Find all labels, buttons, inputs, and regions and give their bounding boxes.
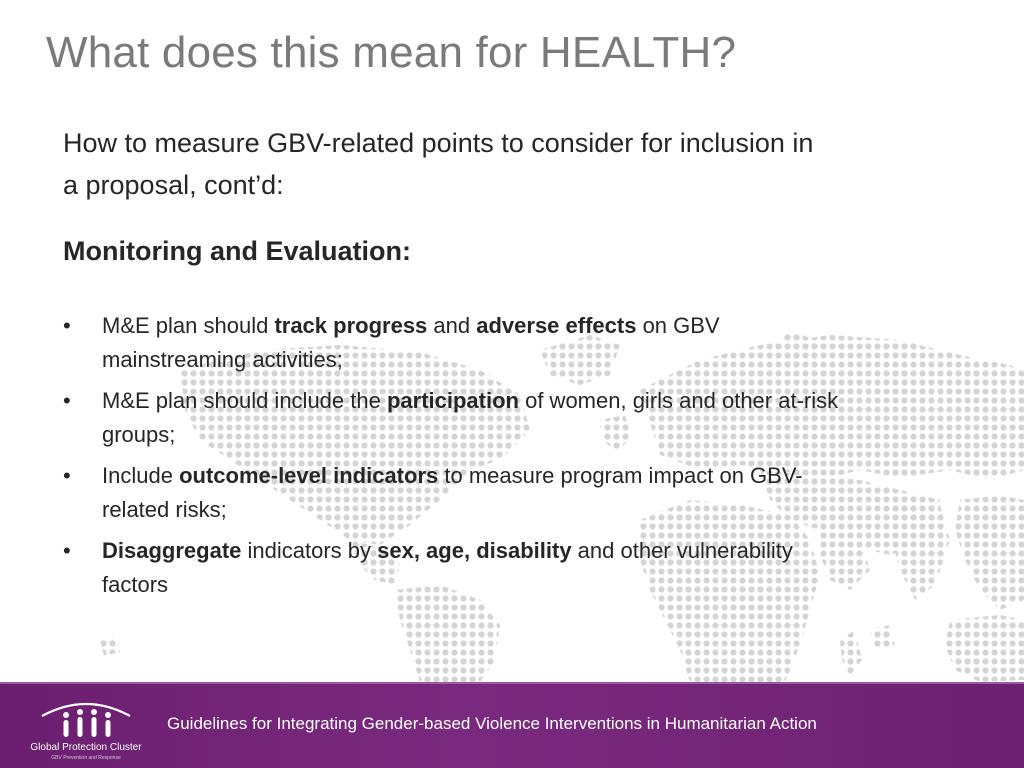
bullet-marker: •: [63, 313, 71, 338]
bullet-marker: •: [63, 463, 71, 488]
bullet-text: of women, girls and other at-risk groups;: [102, 388, 839, 447]
footer-bar: [0, 682, 1024, 768]
people-figures-logo-icon: [28, 694, 144, 742]
slide-subtitle: How to measure GBV-related points to consider for inclusion in a proposal, cont’d:: [63, 128, 814, 200]
section-heading: Monitoring and Evaluation:: [63, 236, 411, 266]
logo-name: Global Protection Cluster: [30, 742, 142, 753]
bullet-emphasis: outcome-level indicators: [179, 463, 439, 488]
bullet-item: [63, 309, 863, 377]
bullet-item: [63, 384, 863, 452]
bullet-text: Include: [102, 463, 180, 488]
bullet-text: indicators by: [241, 538, 378, 563]
bullet-text: and: [427, 313, 477, 338]
bullet-marker: •: [63, 388, 71, 413]
bullet-text: on GBV mainstreaming activities;: [102, 313, 720, 372]
bullet-emphasis: adverse effects: [476, 313, 637, 338]
footer-divider: [0, 682, 1024, 684]
bullet-emphasis: sex, age, disability: [377, 538, 572, 563]
bullet-text: M&E plan should: [102, 313, 275, 338]
bullet-list: [63, 309, 863, 609]
bullet-emphasis: participation: [386, 388, 519, 413]
bullet-text: and other vulnerability factors: [102, 538, 793, 597]
global-protection-cluster-logo: [28, 694, 144, 764]
bullet-text: to measure program impact on GBV-related risks;: [102, 463, 803, 522]
bullet-emphasis: Disaggregate: [102, 538, 242, 563]
footer-caption: Guidelines for Integrating Gender-based Violence Interventions in Humanitarian Action: [167, 714, 817, 733]
bullet-emphasis: track progress: [274, 313, 428, 338]
bullet-item: [63, 534, 863, 602]
bullet-marker: •: [63, 538, 71, 563]
bullet-item: [63, 459, 863, 527]
bullet-text: M&E plan should include the: [102, 388, 387, 413]
logo-subtext: GBV Prevention and Response: [51, 755, 121, 761]
page-title: What does this mean for HEALTH?: [46, 28, 737, 77]
